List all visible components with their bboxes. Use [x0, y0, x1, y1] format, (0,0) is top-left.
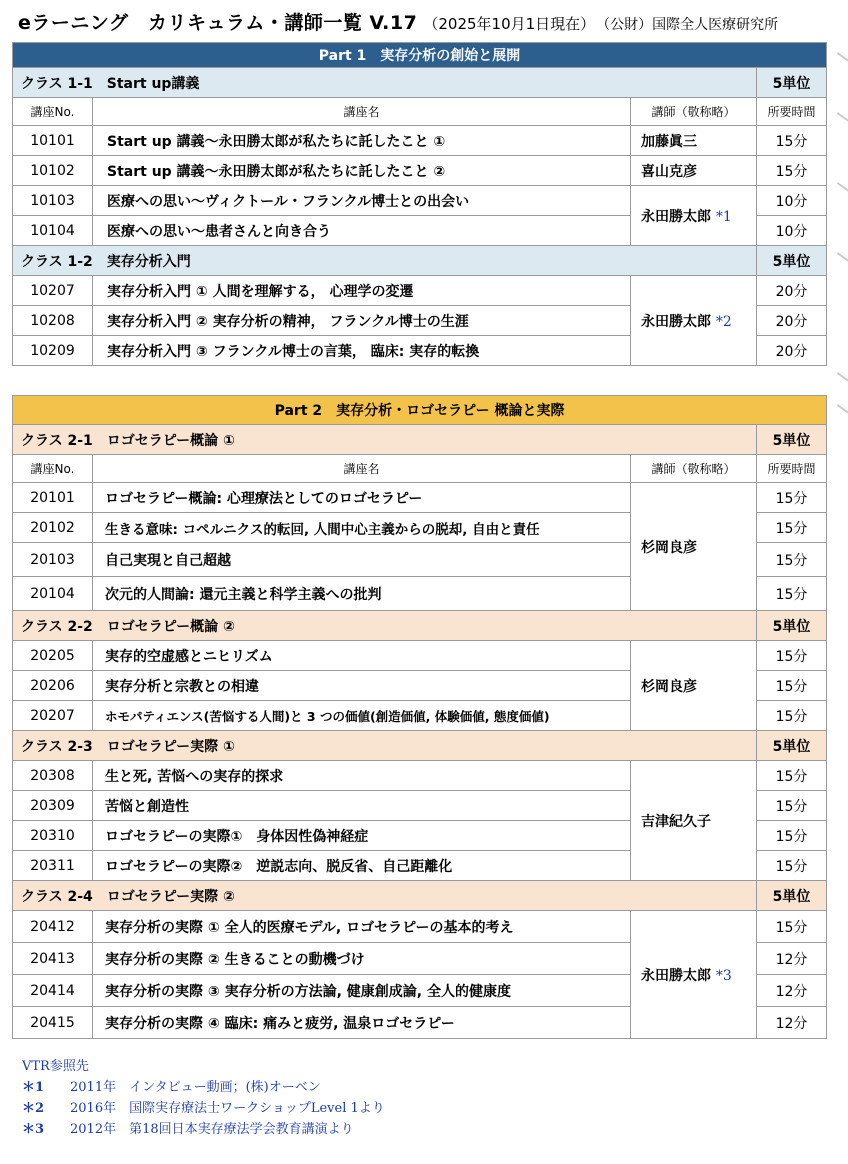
- col-title-header: 講座名: [93, 98, 631, 126]
- page-header: [18, 8, 848, 38]
- course-no: 20102: [13, 513, 93, 543]
- course-title: 実存分析の実際 ③ 実存分析の方法論, 健康創成論, 全人的健康度: [93, 975, 631, 1007]
- course-no: 20206: [13, 671, 93, 701]
- table-row: [13, 186, 827, 216]
- col-no-header: 講座No.: [13, 455, 93, 483]
- vtr-text: 2012年 第18回日本実存療法学会教育講演より: [70, 1122, 354, 1137]
- course-no: 10101: [13, 126, 93, 156]
- column-header-row: [13, 98, 827, 126]
- table-row: [13, 641, 827, 671]
- course-title: 実存分析の実際 ④ 臨床: 痛みと疲労, 温泉ロゴセラピー: [93, 1007, 631, 1039]
- vtr-note-mark: *1: [715, 208, 732, 225]
- duration: 10分: [757, 186, 827, 216]
- course-title: 実存分析の実際 ② 生きることの動機づけ: [93, 943, 631, 975]
- course-no: 20412: [13, 911, 93, 943]
- vtr-reference-section: [22, 1056, 385, 1140]
- duration: 15分: [757, 911, 827, 943]
- class-2-1-name: クラス 2-1 ロゴセラピー概論 ①: [13, 425, 757, 455]
- duration: 15分: [757, 851, 827, 881]
- col-no-header: 講座No.: [13, 98, 93, 126]
- course-title: 医療への思い～ヴィクトール・フランクル博士との出会い: [93, 186, 631, 216]
- course-no: 10102: [13, 156, 93, 186]
- course-no: 20207: [13, 701, 93, 731]
- vtr-item: [22, 1098, 385, 1119]
- date-label: （2025年10月1日現在）: [423, 15, 596, 33]
- table-row: [13, 761, 827, 791]
- class-1-2-name: クラス 1-2 実存分析入門: [13, 246, 757, 276]
- col-lecturer-header: 講師（敬称略）: [631, 98, 757, 126]
- col-lecturer-header: 講師（敬称略）: [631, 455, 757, 483]
- course-no: 20414: [13, 975, 93, 1007]
- margin-mark: [837, 52, 848, 62]
- duration: 15分: [757, 513, 827, 543]
- duration: 15分: [757, 701, 827, 731]
- course-title: 実存分析入門 ③ フランクル博士の言葉， 臨床: 実存的転換: [93, 336, 631, 366]
- class-2-3-name: クラス 2-3 ロゴセラピー実際 ①: [13, 731, 757, 761]
- margin-mark: [837, 372, 848, 382]
- part1-title: Part 1 実存分析の創始と展開: [13, 43, 827, 68]
- vtr-text: 2016年 国際実存療法士ワークショップLevel 1より: [70, 1101, 385, 1116]
- course-no: 20415: [13, 1007, 93, 1039]
- course-title: ホモパティエンス(苦悩する人間)と 3 つの価値(創造価値, 体験価値, 態度価値): [93, 701, 631, 731]
- course-title: Start up 講義～永田勝太郎が私たちに託したこと ①: [93, 126, 631, 156]
- col-time-header: 所要時間: [757, 455, 827, 483]
- duration: 15分: [757, 791, 827, 821]
- duration: 20分: [757, 276, 827, 306]
- course-title: 次元的人間論: 還元主義と科学主義への批判: [93, 577, 631, 611]
- col-time-header: 所要時間: [757, 98, 827, 126]
- lecturer: [631, 911, 757, 1039]
- duration: 12分: [757, 943, 827, 975]
- lecturer: 吉津紀久子: [631, 761, 757, 881]
- course-no: 20310: [13, 821, 93, 851]
- vtr-mark: ＊2: [22, 1101, 45, 1116]
- margin-mark: [837, 404, 848, 414]
- course-title: ロゴセラピー概論: 心理療法としてのロゴセラピー: [93, 483, 631, 513]
- course-no: 20309: [13, 791, 93, 821]
- lecturer: [631, 276, 757, 366]
- duration: 15分: [757, 156, 827, 186]
- part1-table: [12, 42, 827, 366]
- margin-mark: [837, 252, 848, 262]
- course-title: 実存分析の実際 ① 全人的医療モデル, ロゴセラピーの基本的考え: [93, 911, 631, 943]
- class-2-4-units: 5単位: [757, 881, 827, 911]
- duration: 20分: [757, 306, 827, 336]
- class-2-2-name: クラス 2-2 ロゴセラピー概論 ②: [13, 611, 757, 641]
- vtr-mark: ＊1: [22, 1080, 45, 1095]
- lecturer: 喜山克彦: [631, 156, 757, 186]
- page-title: eラーニング カリキュラム・講師一覧 V.17: [18, 12, 418, 34]
- margin-mark: [837, 182, 848, 192]
- course-no: 20311: [13, 851, 93, 881]
- class-2-4-name: クラス 2-4 ロゴセラピー実際 ②: [13, 881, 757, 911]
- course-title: 実存分析入門 ① 人間を理解する， 心理学の変遷: [93, 276, 631, 306]
- lecturer-name: 永田勝太郎: [641, 208, 711, 225]
- course-no: 10209: [13, 336, 93, 366]
- course-title: 実存分析と宗教との相違: [93, 671, 631, 701]
- lecturer: 杉岡良彦: [631, 483, 757, 611]
- duration: 15分: [757, 821, 827, 851]
- col-title-header: 講座名: [93, 455, 631, 483]
- class-1-2-units: 5単位: [757, 246, 827, 276]
- course-no: 20104: [13, 577, 93, 611]
- course-title: 生きる意味: コペルニクス的転回, 人間中心主義からの脱却, 自由と責任: [93, 513, 631, 543]
- table-row: [13, 156, 827, 186]
- course-no: 20205: [13, 641, 93, 671]
- course-no: 10207: [13, 276, 93, 306]
- duration: 20分: [757, 336, 827, 366]
- course-no: 20101: [13, 483, 93, 513]
- vtr-text: 2011年 インタビュー動画；(株)オーベン: [70, 1080, 321, 1095]
- course-no: 20103: [13, 543, 93, 577]
- course-title: 苦悩と創造性: [93, 791, 631, 821]
- table-row: [13, 276, 827, 306]
- duration: 12分: [757, 975, 827, 1007]
- course-title: 自己実現と自己超越: [93, 543, 631, 577]
- course-no: 10103: [13, 186, 93, 216]
- part2-title: Part 2 実存分析・ロゴセラピー 概論と実際: [13, 396, 827, 425]
- duration: 15分: [757, 577, 827, 611]
- course-title: ロゴセラピーの実際① 身体因性偽神経症: [93, 821, 631, 851]
- vtr-note-mark: *2: [715, 313, 732, 330]
- margin-mark: [837, 112, 848, 122]
- duration: 15分: [757, 671, 827, 701]
- table-row: [13, 911, 827, 943]
- duration: 15分: [757, 483, 827, 513]
- class-1-1-name: クラス 1-1 Start up講義: [13, 68, 757, 98]
- course-no: 10208: [13, 306, 93, 336]
- lecturer: 杉岡良彦: [631, 641, 757, 731]
- table-row: [13, 126, 827, 156]
- class-2-2-units: 5単位: [757, 611, 827, 641]
- vtr-note-mark: *3: [715, 967, 732, 984]
- duration: 12分: [757, 1007, 827, 1039]
- duration: 15分: [757, 761, 827, 791]
- course-title: 医療への思い～患者さんと向き合う: [93, 216, 631, 246]
- lecturer: [631, 186, 757, 246]
- vtr-item: [22, 1077, 385, 1098]
- course-title: 実存分析入門 ② 実存分析の精神， フランクル博士の生涯: [93, 306, 631, 336]
- class-2-3-units: 5単位: [757, 731, 827, 761]
- vtr-mark: ＊3: [22, 1122, 45, 1137]
- lecturer-name: 永田勝太郎: [641, 967, 711, 984]
- duration: 15分: [757, 543, 827, 577]
- course-no: 10104: [13, 216, 93, 246]
- course-title: ロゴセラピーの実際② 逆説志向、脱反省、自己距離化: [93, 851, 631, 881]
- course-title: 実存的空虚感とニヒリズム: [93, 641, 631, 671]
- course-title: 生と死, 苦悩への実存的探求: [93, 761, 631, 791]
- class-2-1-units: 5単位: [757, 425, 827, 455]
- table-row: [13, 483, 827, 513]
- course-no: 20308: [13, 761, 93, 791]
- vtr-title: VTR参照先: [22, 1059, 89, 1074]
- class-1-1-units: 5単位: [757, 68, 827, 98]
- part2-table: [12, 395, 827, 1039]
- duration: 15分: [757, 641, 827, 671]
- column-header-row: [13, 455, 827, 483]
- lecturer: 加藤眞三: [631, 126, 757, 156]
- vtr-item: [22, 1119, 385, 1140]
- duration: 15分: [757, 126, 827, 156]
- org-label: （公財）国際全人医療研究所: [603, 17, 779, 33]
- course-no: 20413: [13, 943, 93, 975]
- duration: 10分: [757, 216, 827, 246]
- lecturer-name: 永田勝太郎: [641, 313, 711, 330]
- course-title: Start up 講義～永田勝太郎が私たちに託したこと ②: [93, 156, 631, 186]
